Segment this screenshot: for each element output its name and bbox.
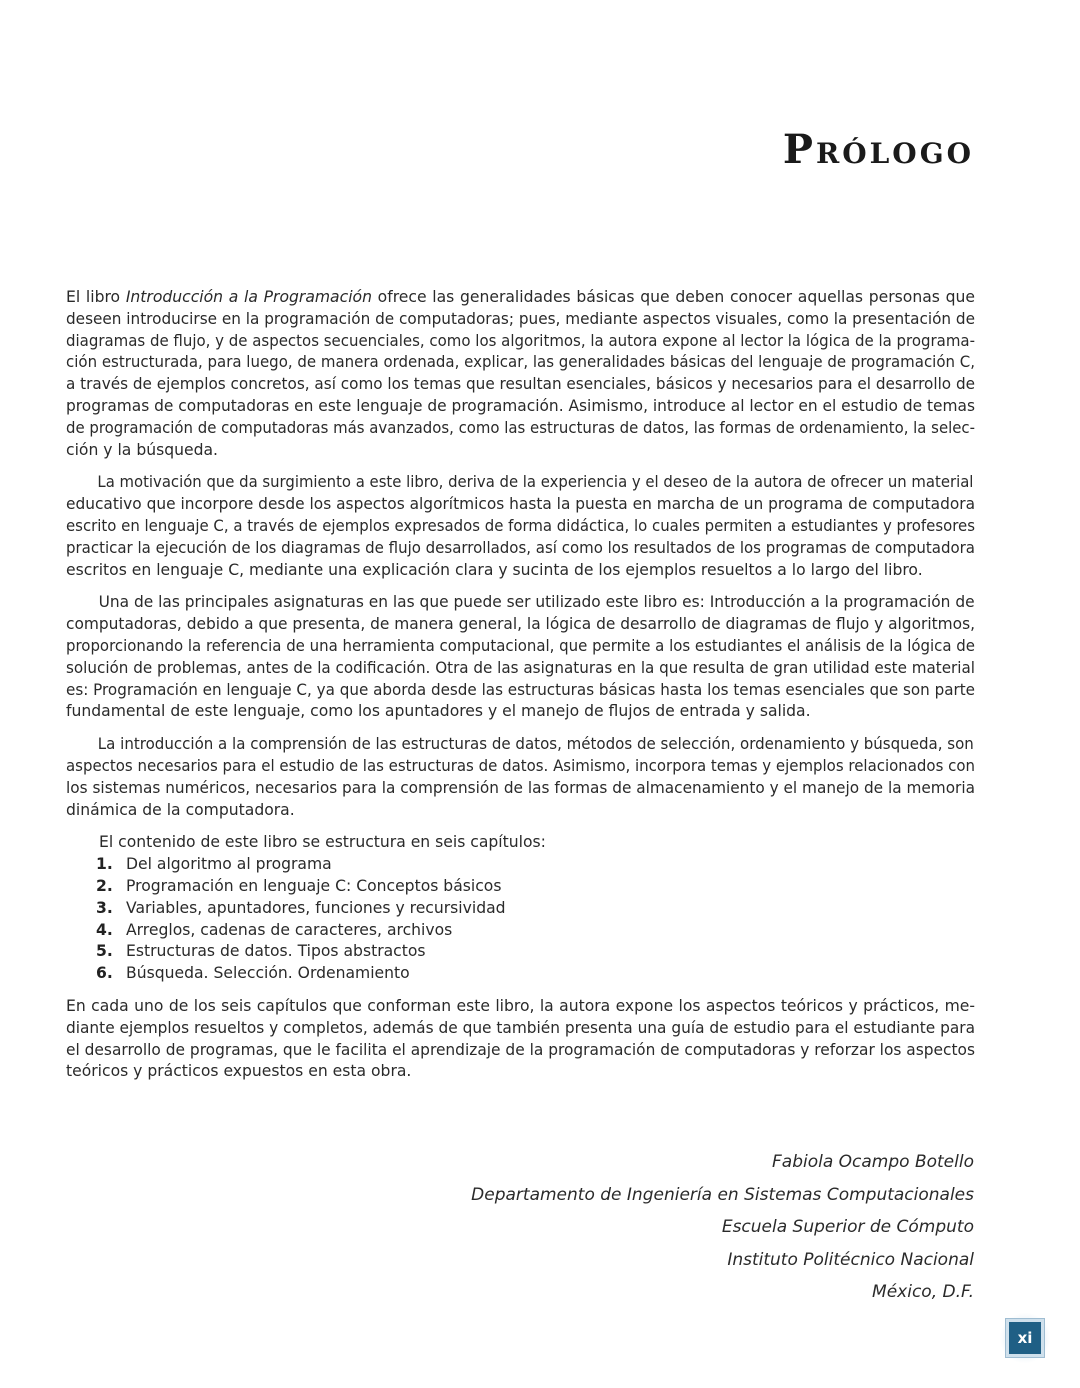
chapter-number: 6. xyxy=(96,964,113,983)
text-line: escritos en lenguaje C, mediante una explicación clara y sucinta de los ejemplos resueltos a lo largo del libro. xyxy=(66,560,923,579)
text-line: los sistemas numéricos, necesarios para la comprensión de las formas de almacenamiento y el manejo de la memoria xyxy=(66,778,975,797)
text-line: ción y la búsqueda. xyxy=(66,440,219,459)
chapter-number: 1. xyxy=(96,855,113,874)
text-segment: ofrece las generalidades básicas que deben conocer aquellas personas que xyxy=(371,288,976,306)
text-line: programas de computadoras en este lenguaje de programación. Asimismo, introduce al lector en el estudio de temas xyxy=(66,396,975,415)
paragraph xyxy=(66,472,975,581)
text-line: practicar la ejecución de los diagramas de flujo desarrollados, así como los resultados de los programas de computadora xyxy=(66,538,975,557)
chapter-number: 5. xyxy=(96,942,113,961)
chapter-title: Variables, apuntadores, funciones y recursividad xyxy=(126,898,506,917)
chapter-item xyxy=(66,898,975,920)
paragraph xyxy=(66,592,975,723)
location: México, D.F. xyxy=(872,1282,974,1302)
text-line: teóricos y prácticos expuestos en esta obra. xyxy=(66,1062,412,1081)
text-line: En cada uno de los seis capítulos que conforman este libro, la autora expone los aspectos teóricos y prácticos, me- xyxy=(66,996,975,1015)
text-line: La introducción a la comprensión de las estructuras de datos, métodos de selección, ordenamiento y búsqueda, son xyxy=(97,735,974,754)
prologue-body xyxy=(66,287,975,1094)
chapter-number: 4. xyxy=(96,920,113,939)
chapter-title: Búsqueda. Selección. Ordenamiento xyxy=(126,964,410,983)
text-line: computadoras, debido a que presenta, de manera general, la lógica de desarrollo de diagramas de flujo y algoritmos, xyxy=(66,615,975,634)
closing-paragraph xyxy=(66,996,975,1083)
page-number: xi xyxy=(1017,1329,1033,1347)
text-line: aspectos necesarios para el estudio de las estructuras de datos. Asimismo, incorpora temas y ejemplos relacionados con xyxy=(66,756,975,775)
chapter-item xyxy=(66,920,975,942)
text-line: fundamental de este lenguaje, como los apuntadores y el manejo de flujos de entrada y salida. xyxy=(66,702,811,721)
chapter-item xyxy=(66,854,975,876)
text-line: ción estructurada, para luego, de manera ordenada, explicar, las generalidades básicas del lenguaje de programación C, xyxy=(66,353,975,372)
text-line: deseen introducirse en la programación de computadoras; pues, mediante aspectos visuales, como la presentación de xyxy=(66,309,975,328)
paragraph xyxy=(66,734,975,821)
text-line: educativo que incorpore desde los aspectos algorítmicos hasta la puesta en marcha de un programa de computadora xyxy=(66,495,975,514)
text-line: el desarrollo de programas, que le facilita el aprendizaje de la programación de computadoras y reforzar los aspectos xyxy=(66,1040,975,1059)
text-line: dinámica de la computadora. xyxy=(66,800,295,819)
chapter-list xyxy=(66,832,975,985)
paragraph xyxy=(66,287,975,461)
paragraph xyxy=(66,996,975,1083)
text-segment: El libro xyxy=(66,288,126,306)
chip-icon xyxy=(1009,1322,1041,1354)
text-line: solución de problemas, antes de la codificación. Otra de las asignaturas en la que resulta de gran utilidad este material xyxy=(66,658,975,677)
chapter-number: 2. xyxy=(96,876,113,895)
text-line: proporcionando la referencia de una herramienta computacional, que permite a los estudiantes el análisis de la lógica de xyxy=(66,636,975,655)
chapter-item xyxy=(66,963,975,985)
page-title: Prólogo xyxy=(782,126,974,173)
text-line: Una de las principales asignaturas en las que puede ser utilizado este libro es: Introducción a la programación de xyxy=(98,593,975,612)
book-title: Introducción a la Programación xyxy=(125,288,372,306)
chapter-title: Del algoritmo al programa xyxy=(126,855,332,874)
text-line: de programación de computadoras más avanzados, como las estructuras de datos, las formas de ordenamiento, la selec- xyxy=(66,418,975,437)
text-line: diagramas de flujo, y de aspectos secuenciales, como los algoritmos, la autora expone al lector la lógica de la programa- xyxy=(66,331,975,350)
text-line: escrito en lenguaje C, a través de ejemplos expresados de forma didáctica, lo cuales permiten a estudiantes y profesores xyxy=(66,516,975,535)
chapter-title: Programación en lenguaje C: Conceptos básicos xyxy=(126,876,502,895)
chapter-list-intro: El contenido de este libro se estructura en seis capítulos: xyxy=(99,833,546,852)
institute: Instituto Politécnico Nacional xyxy=(727,1249,974,1270)
page-number-badge xyxy=(1000,1313,1050,1363)
chapter-item xyxy=(66,941,975,963)
text-line: La motivación que da surgimiento a este libro, deriva de la experiencia y el deseo de la autora de ofrecer un material xyxy=(97,473,974,492)
chapter-title: Arreglos, cadenas de caracteres, archivos xyxy=(126,920,453,939)
paragraphs xyxy=(66,287,975,821)
text-line: diante ejemplos resueltos y completos, además de que también presenta una guía de estudio para el estudiante para xyxy=(66,1018,975,1037)
chapter-item xyxy=(66,876,975,898)
text-line xyxy=(66,287,975,309)
author-name: Fabiola Ocampo Botello xyxy=(772,1152,974,1172)
signature-block xyxy=(471,1146,974,1309)
school: Escuela Superior de Cómputo xyxy=(721,1217,974,1237)
text-line: a través de ejemplos concretos, así como los temas que resultan esenciales, básicos y necesarios para el desarrollo de xyxy=(66,375,975,394)
department: Departamento de Ingeniería en Sistemas Computacionales xyxy=(471,1184,974,1205)
chapter-number: 3. xyxy=(96,898,113,917)
text-line: es: Programación en lenguaje C, ya que aborda desde las estructuras básicas hasta los temas esenciales que son parte xyxy=(66,680,975,699)
chapter-title: Estructuras de datos. Tipos abstractos xyxy=(126,942,426,961)
